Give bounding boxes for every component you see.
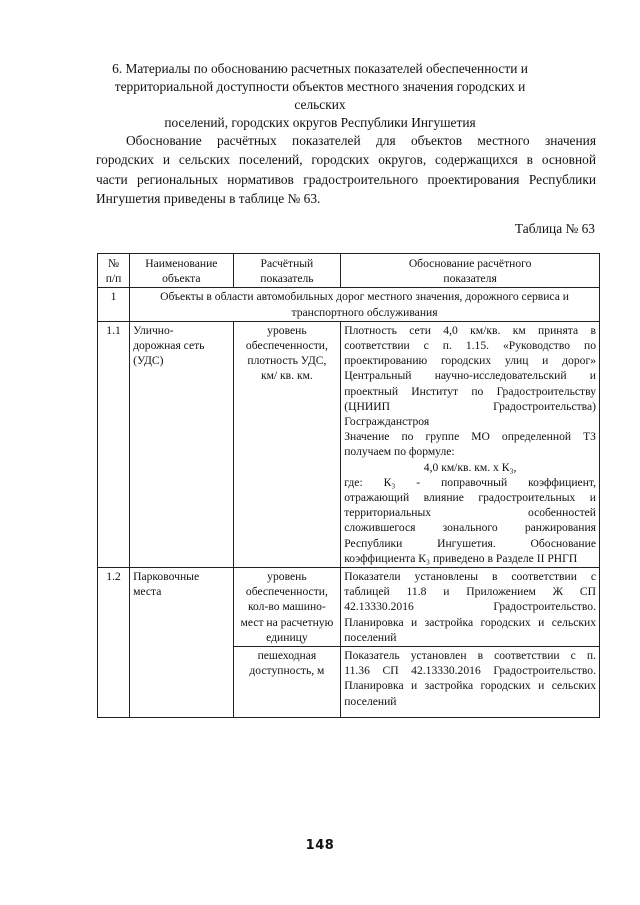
- cell-line: км/ кв. км.: [260, 369, 313, 383]
- intro-paragraph: [96, 131, 596, 209]
- section-number: 1: [98, 288, 130, 321]
- cell-line: (ЦНИИП Градостроительства): [344, 399, 596, 413]
- cell-line: 11.36 СП 42.13330.2016 Градостроительство.: [344, 664, 596, 678]
- cell-line: поселений: [344, 630, 397, 644]
- cell-line: Плотность сети 4,0 км/кв. км принята в: [344, 323, 596, 337]
- row-number: 1.2: [98, 568, 130, 718]
- intro-line: Обоснование расчётных показателей для объектов местного значения: [126, 133, 596, 148]
- header-text: объекта: [162, 272, 201, 286]
- cell-line: Показатель установлен в соответствии с п.: [344, 649, 596, 663]
- header-number: [98, 254, 130, 288]
- cell-line: доступность, м: [249, 664, 325, 678]
- intro-line: Ингушетия приведены в таблице № 63.: [96, 191, 321, 207]
- cell-line: где: К₃ - поправочный коэффициент,: [344, 475, 596, 489]
- cell-line: коэффициента К₃ приведено в Разделе II РНГП: [344, 551, 578, 565]
- cell-line: Центральный научно-исследовательский и: [344, 369, 596, 383]
- cell-line: плотность УДС,: [247, 354, 327, 368]
- intro-line: части региональных нормативов градостроительного проектирования Республики: [96, 171, 596, 187]
- table-caption: Таблица № 63: [514, 221, 595, 236]
- section-title-line: Объекты в области автомобильных дорог местного значения, дорожного сервиса и: [160, 290, 569, 304]
- indicators-table: [97, 253, 600, 718]
- indicator-cell: [233, 321, 341, 567]
- header-text: №: [108, 257, 120, 270]
- cell-line: Республики Ингушетия. Обоснование: [344, 536, 596, 550]
- cell-line: 42.13330.2016 Градостроительство.: [344, 600, 596, 614]
- cell-line: мест на расчетную: [240, 615, 334, 629]
- justification-cell: [341, 568, 600, 647]
- section-title-line: транспортного обслуживания: [291, 305, 438, 319]
- cell-line: Парковочные: [133, 570, 200, 584]
- table-row: [98, 568, 600, 647]
- cell-line: соответствии с п. 1.15. «Руководство по: [344, 339, 596, 353]
- table-header-row: [98, 254, 600, 288]
- cell-line: Улично-: [133, 323, 174, 337]
- cell-line: проектный Институт по Градостроительству: [344, 384, 596, 398]
- heading-line: территориальной доступности объектов местного значения городских и сельских: [114, 79, 526, 112]
- cell-line: кол-во машино-: [247, 600, 326, 614]
- cell-line: Значение по группе МО определенной ТЗ: [344, 430, 596, 444]
- cell-line: отражающий влияние градостроительных и: [344, 491, 596, 505]
- header-text: Наименование: [145, 257, 218, 270]
- indicator-cell: [233, 568, 341, 647]
- formula-line: 4,0 км/кв. км. х К₃,: [423, 460, 517, 474]
- cell-line: проектированию городских улиц и дорог»: [344, 354, 596, 368]
- header-text: показатель: [260, 272, 314, 286]
- cell-line: Госгражданстроя: [344, 415, 430, 429]
- cell-line: уровень: [267, 323, 307, 337]
- cell-line: Планировка и застройка городских и сельских: [344, 615, 596, 629]
- header-indicator: [233, 254, 341, 288]
- cell-line: поселений: [344, 694, 397, 708]
- section-title: [130, 288, 600, 321]
- cell-line: таблицей 11.8 и Приложением Ж СП: [344, 585, 596, 599]
- table-row: [98, 321, 600, 567]
- header-object-name: [130, 254, 234, 288]
- cell-line: территориальных особенностей: [344, 506, 596, 520]
- cell-line: места: [133, 585, 162, 599]
- justification-cell: [341, 647, 600, 718]
- cell-line: пешеходная: [257, 649, 317, 663]
- cell-line: обеспеченности,: [245, 585, 328, 599]
- indicator-cell: [233, 647, 341, 718]
- header-text: п/п: [105, 272, 122, 286]
- row-number: 1.1: [98, 321, 130, 567]
- cell-line: (УДС): [133, 354, 164, 368]
- cell-line: единицу: [266, 630, 308, 644]
- cell-line: Показатели установлены в соответствии с: [344, 570, 596, 584]
- header-justification: [341, 254, 600, 288]
- cell-line: обеспеченности,: [245, 339, 328, 353]
- table-section-row: [98, 288, 600, 321]
- cell-line: получаем по формуле:: [344, 445, 455, 459]
- cell-line: уровень: [267, 570, 307, 584]
- heading-line: 6. Материалы по обоснованию расчетных показателей обеспеченности и: [112, 61, 528, 76]
- heading-line: поселений, городских округов Республики Ингушетия: [164, 115, 476, 130]
- header-text: Обоснование расчётного: [408, 257, 532, 270]
- justification-cell: [341, 321, 600, 567]
- cell-line: дорожная сеть: [133, 339, 205, 353]
- header-text: Расчётный: [260, 257, 314, 270]
- intro-line: городских и сельских поселений, городских округов, содержащихся в основной: [96, 152, 596, 168]
- page-number: 148: [305, 838, 335, 853]
- object-name-cell: [130, 568, 234, 718]
- section-heading: [95, 60, 545, 132]
- cell-line: сложившегося зонального ранжирования: [344, 521, 596, 535]
- header-text: показателя: [443, 272, 497, 286]
- object-name-cell: [130, 321, 234, 567]
- cell-line: Планировка и застройка городских и сельских: [344, 679, 596, 693]
